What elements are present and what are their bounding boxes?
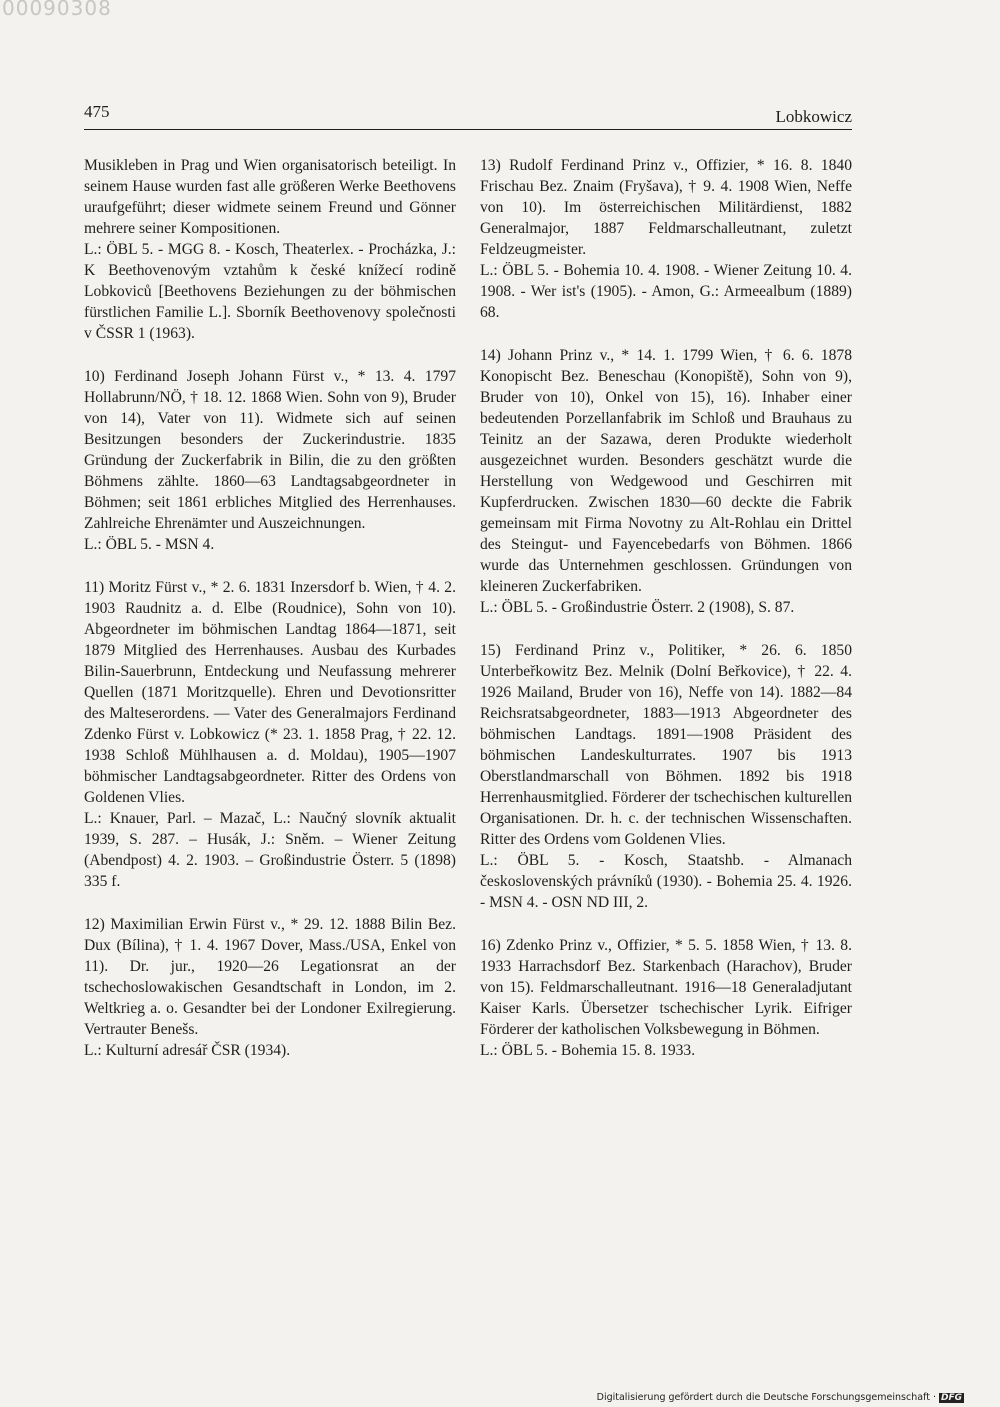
header-rule — [84, 129, 852, 130]
entry-literature: L.: Knauer, Parl. – Mazač, L.: Naučný slovník aktualit 1939, S. 287. – Husák, J.: Sněm. – Wiener Zeitung (Abendpost) 4. 2. 1903. – Großindustrie Österr. 5 (1898) 335 f. — [84, 810, 456, 890]
entry-14 — [480, 345, 852, 618]
page-number: 475 — [84, 102, 110, 121]
entry-12 — [84, 914, 456, 1061]
scan-id: 00090308 — [2, 0, 112, 20]
credit-text: Digitalisierung gefördert durch die Deutsche Forschungsgemeinschaft · — [596, 1392, 936, 1403]
entry-text: Musikleben in Prag und Wien organisatorisch beteiligt. In seinem Hause wurden fast alle größeren Werke Beethovens uraufgeführt; dieser widmete seinem Freund und Gönner mehrere seiner Kompositionen. — [84, 157, 456, 237]
entry-literature: L.: ÖBL 5. - MSN 4. — [84, 536, 215, 553]
entry-9-continued — [84, 155, 456, 344]
entry-15 — [480, 640, 852, 913]
digitization-credit — [597, 1392, 964, 1403]
entry-literature: L.: ÖBL 5. - Kosch, Staatshb. - Almanach československých právníků (1930). - Bohemia 25. 4. 1926. - MSN 4. - OSN ND III, 2. — [480, 852, 852, 911]
dfg-logo: DFG — [940, 1393, 962, 1403]
entry-literature: L.: Kulturní adresář ČSR (1934). — [84, 1042, 291, 1059]
entry-literature: L.: ÖBL 5. - Großindustrie Österr. 2 (1908), S. 87. — [480, 599, 795, 616]
entry-text: 16) Zdenko Prinz v., Offizier, * 5. 5. 1858 Wien, † 13. 8. 1933 Harrachsdorf Bez. Starkenbach (Harachov), Bruder von 15). Feldmarschalleutnant. 1916—18 Generaladjutant Kaiser Karls. Übersetzer tschechischer Lyrik. Eifriger Förderer der katholischen Volksbewegung in Böhmen. — [480, 937, 852, 1038]
entry-11 — [84, 577, 456, 892]
entry-text: 11) Moritz Fürst v., * 2. 6. 1831 Inzersdorf b. Wien, † 4. 2. 1903 Raudnitz a. d. Elbe (Roudnice), Sohn von 10). Abgeordneter im böhmischen Landtag 1864—1871, seit 1879 Mitglied des Herrenhauses. Ausbau des Kurbades Bilin-Sauerbrunn, Entdeckung und Neufassung mehrerer Quellen (1871 Moritzquelle). Ehren und Devotionsritter des Malteserordens. — Vater des Generalmajors Ferdinand Zdenko Fürst v. Lobkowicz (* 23. 1. 1858 Prag, † 22. 12. 1938 Schloß Mühlhausen a. d. Moldau), 1905—1907 böhmischer Landtagsabgeordneter. Ritter des Ordens von Goldenen Vlies. — [84, 579, 456, 806]
right-column — [480, 155, 852, 1083]
entry-13 — [480, 155, 852, 323]
entry-text: 12) Maximilian Erwin Fürst v., * 29. 12. 1888 Bilin Bez. Dux (Bílina), † 1. 4. 1967 Dover, Mass./USA, Enkel von 11). Dr. jur., 1920—26 Legationsrat an der tschechoslowakischen Gesandtschaft in London, im 2. Weltkrieg a. o. Gesandter bei der Londoner Exilregierung. Vertrauter Benešs. — [84, 916, 456, 1038]
entry-literature: L.: ÖBL 5. - Bohemia 10. 4. 1908. - Wiener Zeitung 10. 4. 1908. - Wer ist's (1905). - Amon, G.: Armeealbum (1889) 68. — [480, 262, 852, 321]
entry-text: 14) Johann Prinz v., * 14. 1. 1799 Wien, † 6. 6. 1878 Konopischt Bez. Beneschau (Konopiště), Sohn von 9), Bruder von 10), Onkel von 15), 16). Inhaber einer bedeutenden Porzellanfabrik im Schloß und Brauhaus zu Teinitz an der Sazawa, deren Produkte wiederholt ausgezeichnet wurden. Besonders geschätzt wurde die Herstellung von Wedgewood und Geschirren mit Kupferdrucken. Zwischen 1830—60 deckte die Fabrik gemeinsam mit Firma Novotny zu Alt-Rohlau ein Drittel des Steingut- und Fayencebedarfs von Böhmen. 1866 wurde das Unternehmen geschlossen. Gründungen von kleineren Zuckerfabriken. — [480, 347, 852, 595]
entry-literature: L.: ÖBL 5. - MGG 8. - Kosch, Theaterlex. - Procházka, J.: K Beethovenovým vztahům k české knížecí rodině Lobkoviců [Beethovens Beziehungen zu der böhmischen fürstlichen Familie L.]. Sborník Beethovenovy společnosti v ČSSR 1 (1963). — [84, 241, 456, 342]
entry-16 — [480, 935, 852, 1061]
entry-literature: L.: ÖBL 5. - Bohemia 15. 8. 1933. — [480, 1042, 696, 1059]
entry-10 — [84, 366, 456, 555]
entry-text: 13) Rudolf Ferdinand Prinz v., Offizier, * 16. 8. 1840 Frischau Bez. Znaim (Fryšava), † 9. 4. 1908 Wien, Neffe von 10). Im österreichischen Militärdienst, 1882 Generalmajor, 1887 Feldmarschalleutnant, zuletzt Feldzeugmeister. — [480, 157, 852, 258]
running-head: Lobkowicz — [775, 107, 852, 126]
entry-text: 10) Ferdinand Joseph Johann Fürst v., * 13. 4. 1797 Hollabrunn/NÖ, † 18. 12. 1868 Wien. Sohn von 9), Bruder von 14), Vater von 11). Widmete sich auf seinen Besitzungen besonders der Zuckerindustrie. 1835 Gründung der Zuckerfabrik in Bilin, die zu den größten Böhmens zählte. 1860—63 Landtagsabgeordneter in Böhmen; seit 1861 erbliches Mitglied des Herrenhauses. Zahlreiche Ehrenämter und Auszeichnungen. — [84, 368, 456, 532]
left-column — [84, 155, 456, 1083]
entry-text: 15) Ferdinand Prinz v., Politiker, * 26. 6. 1850 Unterbeřkowitz Bez. Melnik (Dolní Beřkovice), † 22. 4. 1926 Mailand, Bruder von 16), Neffe von 14). 1882—84 Reichsratsabgeordneter, 1883—1913 Abgeordneter des böhmischen Landtags. 1891—1908 Präsident des böhmischen Landeskulturrates. 1907 bis 1913 Oberstlandmarschall von Böhmen. 1892 bis 1918 Herrenhausmitglied. Förderer der tschechischen kulturellen Organisationen. Dr. h. c. der technischen Wissenschaften. Ritter des Ordens vom Goldenen Vlies. — [480, 642, 852, 848]
